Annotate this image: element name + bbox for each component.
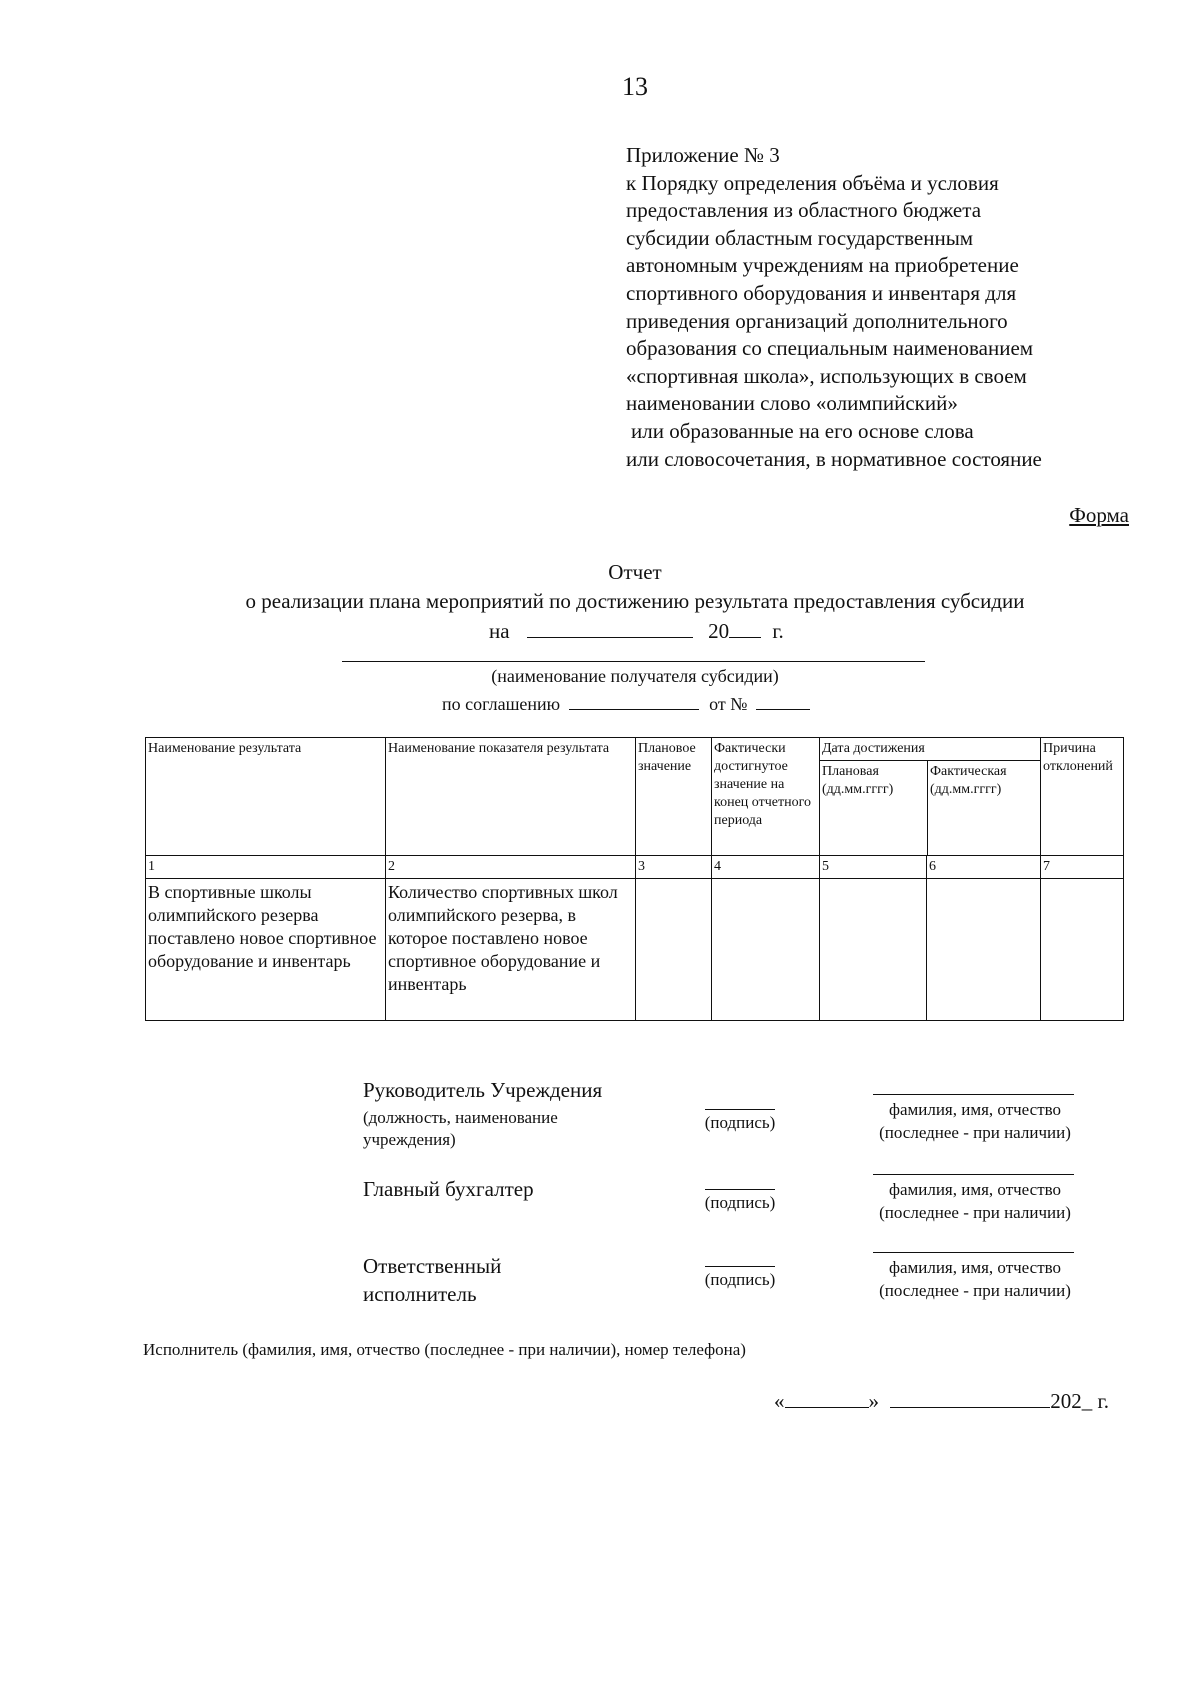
appendix-line: автономным учреждениям на приобретение: [626, 253, 1019, 278]
name-caption-line: (последнее - при наличии): [879, 1203, 1071, 1222]
indicator-cell: Количество спортивных школ олимпийского резерва, в которое поставлено новое спортивное оборудование и инвентарь: [386, 879, 636, 1021]
signature-caption: (подпись): [704, 1113, 776, 1132]
header-deviation-reason: Причина отклонений: [1041, 738, 1124, 856]
signature-title: Руководитель Учреждения: [363, 1078, 603, 1102]
closing-date-line: [774, 1387, 1109, 1414]
agreement-number-field[interactable]: [756, 691, 810, 710]
name-field[interactable]: [873, 1252, 1074, 1253]
name-caption-line: фамилия, имя, отчество: [888, 1100, 1062, 1119]
appendix-line: субсидии областным государственным: [626, 225, 974, 250]
closing-month-field[interactable]: [890, 1387, 1050, 1408]
appendix-line: образования со специальным наименованием: [626, 336, 1034, 361]
header-planned-value: Плановое значение: [636, 738, 712, 856]
agreement-date-field[interactable]: [569, 691, 699, 710]
report-date-prefix: на: [489, 619, 510, 643]
actual-date-cell[interactable]: [927, 879, 1041, 1021]
close-quote: »: [868, 1389, 879, 1413]
header-planned-date: Плановая (дд.мм.гггг): [820, 761, 928, 855]
signature-caption: (подпись): [704, 1193, 776, 1212]
closing-day-field[interactable]: [785, 1387, 869, 1408]
name-field[interactable]: [873, 1174, 1074, 1175]
table-row: [146, 879, 1124, 1021]
report-date-line: [489, 617, 784, 644]
header-actual-date: Фактическая (дд.мм.гггг): [930, 764, 1007, 797]
planned-value-cell[interactable]: [636, 879, 712, 1021]
column-number: 5: [820, 856, 927, 879]
signature-block-accountant: [363, 1177, 534, 1202]
name-caption: [840, 1256, 1110, 1302]
planned-date-cell[interactable]: [820, 879, 927, 1021]
report-year-suffix: г.: [772, 619, 784, 643]
appendix-header: [626, 142, 1196, 473]
header-achievement-date-group: [820, 738, 1041, 856]
column-number: 3: [636, 856, 712, 879]
name-caption-line: фамилия, имя, отчество: [888, 1180, 1062, 1199]
appendix-line: предоставления из областного бюджета: [626, 198, 982, 223]
signature-block-executor: [363, 1252, 543, 1308]
appendix-line: Приложение № 3: [626, 143, 780, 167]
report-subtitle: о реализации плана мероприятий по достижению результата предоставления субсидии: [245, 589, 1025, 613]
name-caption: [840, 1098, 1110, 1144]
column-number: 2: [386, 856, 636, 879]
signature-caption: (подпись): [704, 1270, 776, 1289]
form-label: Форма: [1069, 503, 1129, 527]
report-year-field[interactable]: [729, 617, 761, 638]
appendix-line: или образованные на его основе слова: [631, 418, 974, 443]
agreement-line: [442, 691, 810, 715]
signature-subtitle: (должность, наименование учреждения): [363, 1108, 558, 1149]
column-number: 1: [146, 856, 386, 879]
executor-note: Исполнитель (фамилия, имя, отчество (последнее - при наличии), номер телефона): [143, 1340, 746, 1359]
results-table: [145, 737, 1124, 1021]
name-caption: [840, 1178, 1110, 1224]
signature-field[interactable]: [705, 1109, 775, 1110]
report-date-field[interactable]: [527, 617, 693, 638]
signature-title: Главный бухгалтер: [363, 1177, 534, 1201]
appendix-line: приведения организаций дополнительного: [626, 308, 1008, 333]
signature-title: Ответственный исполнитель: [363, 1254, 502, 1306]
deviation-reason-cell[interactable]: [1041, 879, 1124, 1021]
agreement-from: от №: [709, 694, 748, 714]
report-year-prefix: 20: [708, 619, 730, 643]
header-actual-value: Фактически достигнутое значение на конец отчетного периода: [712, 738, 820, 856]
name-caption-line: (последнее - при наличии): [879, 1123, 1071, 1142]
name-caption-line: фамилия, имя, отчество: [888, 1258, 1062, 1277]
signature-field[interactable]: [705, 1189, 775, 1190]
header-achievement-date: Дата достижения: [820, 738, 1040, 761]
open-quote: «: [774, 1389, 785, 1413]
recipient-name-field[interactable]: [342, 661, 925, 662]
page-number: 13: [622, 72, 648, 101]
actual-value-cell[interactable]: [712, 879, 820, 1021]
agreement-prefix: по соглашению: [442, 694, 561, 714]
column-number: 7: [1041, 856, 1124, 879]
column-number: 4: [712, 856, 820, 879]
header-indicator-name: Наименование показателя результата: [386, 738, 636, 856]
signature-field[interactable]: [705, 1266, 775, 1267]
column-number: 6: [927, 856, 1041, 879]
name-field[interactable]: [873, 1094, 1074, 1095]
appendix-line: к Порядку определения объёма и условия: [626, 170, 999, 195]
header-result-name: Наименование результата: [146, 738, 386, 856]
appendix-line: «спортивная школа», использующих в своем: [626, 363, 1027, 388]
closing-year: 202_ г.: [1050, 1389, 1109, 1413]
appendix-line: или словосочетания, в нормативное состояние: [626, 446, 1042, 471]
name-caption-line: (последнее - при наличии): [879, 1281, 1071, 1300]
result-cell: В спортивные школы олимпийского резерва поставлено новое спортивное оборудование и инвентарь: [146, 879, 386, 1021]
appendix-line: спортивного оборудования и инвентаря для: [626, 280, 1017, 305]
signature-block-head: [363, 1078, 623, 1151]
appendix-line: наименовании слово «олимпийский»: [626, 391, 958, 416]
report-title: Отчет: [608, 560, 662, 584]
recipient-caption: (наименование получателя субсидии): [491, 666, 779, 686]
